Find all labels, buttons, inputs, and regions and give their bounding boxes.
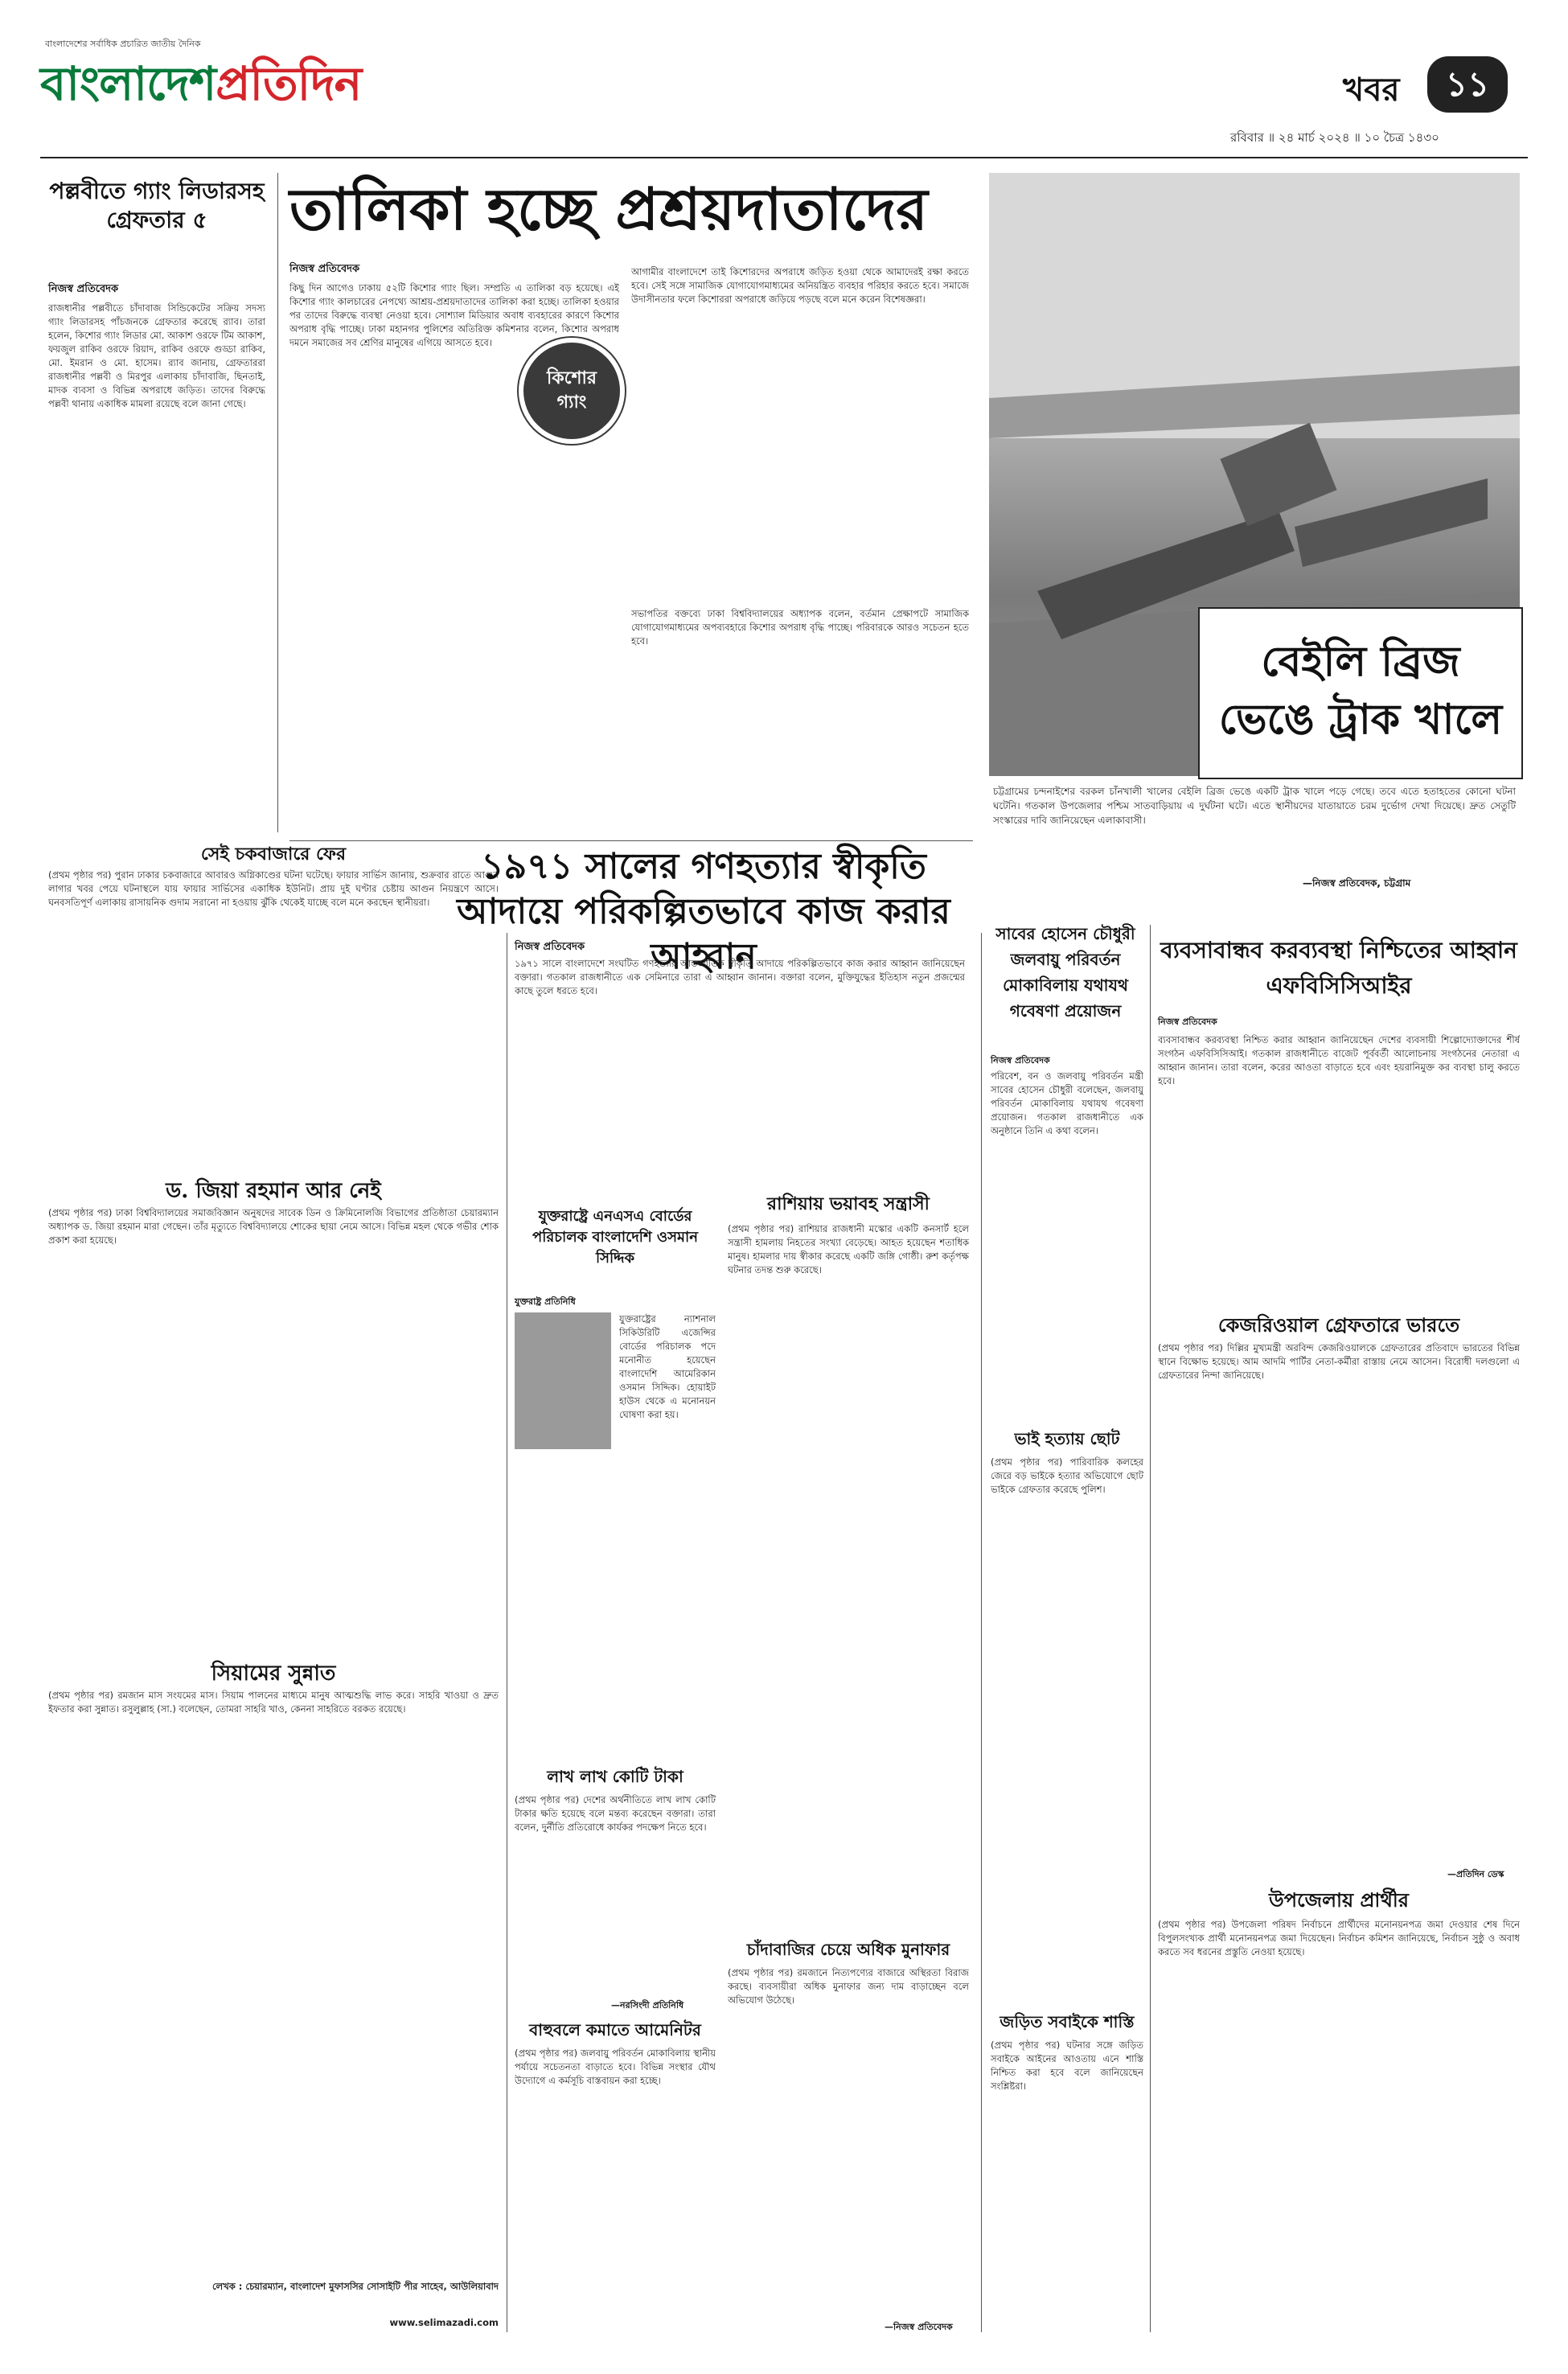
kejriwal-subhead: কেজরিওয়াল গ্রেফতারে ভারতে bbox=[1217, 1313, 1460, 1337]
kishor-gang-body-3: সভাপতির বক্তব্যে ঢাকা বিশ্ববিদ্যালয়ের অধ্যাপক বলেন, বর্তমান প্রেক্ষাপটে সামাজিক যোগাযোগমাধ্যমের অপব্যবহারে কিশোর অপরাধ বৃদ্ধি পাচ্ছে। পরিবারকে আরও সচেতন হতে হবে। bbox=[631, 608, 969, 647]
chawkbazar-subhead: সেই চকবাজারে ফের bbox=[200, 844, 347, 865]
zia-body: (প্রথম পৃষ্ঠার পর) ঢাকা বিশ্ববিদ্যালয়ের সমাজবিজ্ঞান অনুষদের সাবেক ডিন ও ক্রিমিনোলজি বিভাগের প্রতিষ্ঠাতা চেয়ারম্যান অধ্যাপক ড. জিয়া রহমান মারা গেছেন। তাঁর মৃত্যুতে বিশ্ববিদ্যালয়ে শোকের ছায়া নেমে আসে। বিভিন্ন মহল থেকে গভীর শোক প্রকাশ করা হয়েছে। bbox=[48, 1207, 499, 1246]
section-name: খবর bbox=[1343, 71, 1400, 109]
siam-website[interactable]: www.selimazadi.com bbox=[389, 2317, 499, 2328]
bridge-headline-box bbox=[1198, 607, 1523, 779]
gang-leader-headline: পল্লবীতে গ্যাং লিডারসহ গ্রেফতার ৫ bbox=[49, 178, 265, 233]
kejriwal-credit: —প্রতিদিন ডেস্ক bbox=[1447, 1869, 1504, 1879]
gang-leader-body: রাজধানীর পল্লবীতে চাঁদাবাজ সিন্ডিকেটের সক্রিয় সদস্য গ্যাং লিডারসহ পাঁচজনকে গ্রেফতার করেছে র‌্যাব। তারা হলেন, কিশোর গ্যাং লিডার মো. আকাশ ওরফে টিম আকাশ, ফয়জুল রাকিব ওরফে রিয়াদ, রাকিব ওরফে গুড্ডা রাকিব, মো. ইমরান ও মো. হাসেম। র‌্যাব জানায়, গ্রেফতাররা রাজধানীর পল্লবী ও মিরপুর এলাকায় চাঁদাবাজি, ছিনতাই, মাদক ব্যবসা ও বিভিন্ন অপরাধে জড়িত। তাদের বিরুদ্ধে পল্লবী থানায় একাধিক মামলা রয়েছে বলে জানা গেছে। bbox=[48, 302, 265, 409]
lakh-crore-subhead: লাখ লাখ কোটি টাকা bbox=[547, 1767, 683, 1786]
genocide-body: ১৯৭১ সালে বাংলাদেশে সংঘটিত গণহত্যার আন্তর্জাতিক স্বীকৃতি আদায়ে পরিকল্পিতভাবে কাজ করার আহ্বান জানিয়েছেন বক্তারা। গতকাল রাজধানীতে এক সেমিনারে তারা এ আহ্বান জানান। বক্তারা বলেন, মুক্তিযুদ্ধের ইতিহাস নতুন প্রজন্মের কাছে তুলে ধরতে হবে। bbox=[515, 958, 965, 996]
fbcci-body: ব্যবসাবান্ধব করব্যবস্থা নিশ্চিত করার আহ্বান জানিয়েছেন দেশের ব্যবসায়ী শিল্পোদ্যোক্তাদের শীর্ষ সংগঠন এফবিসিসিআই। গতকাল রাজধানীতে বাজেট পূর্ববর্তী আলোচনায় সংগঠনের নেতারা এ আহ্বান জানান। তারা বলেন, করের আওতা বাড়াতে হবে এবং হয়রানিমুক্ত কর ব্যবস্থা চালু করতে হবে। bbox=[1158, 1034, 1520, 1086]
column-divider bbox=[981, 933, 982, 2332]
kishor-gang-headline: তালিকা হচ্ছে প্রশ্রয়দাতাদের bbox=[289, 175, 928, 243]
kishor-gang-badge bbox=[519, 338, 625, 444]
chandabaji-credit: —নিজস্ব প্রতিবেদক bbox=[885, 2322, 953, 2332]
bridge-caption: চট্টগ্রামের চন্দনাইশের বরকল চাঁনখালী খালের বেইলি ব্রিজ ভেঙে একটি ট্রাক খালে পড়ে গেছে। তবে এতে হতাহতের কোনো ঘটনা ঘটেনি। গতকাল উপজেলার পশ্চিম সাতবাড়িয়ায় এ দুর্ঘটনা ঘটে। এতে স্থানীয়দের যাতায়াতে চরম দুর্ভোগ দেখা দিয়েছে। দ্রুত সেতুটি সংস্কারের দাবি জানিয়েছেন এলাকাবাসী। bbox=[993, 786, 1516, 826]
bridge-credit: —নিজস্ব প্রতিবেদক, চট্টগ্রাম bbox=[1303, 877, 1411, 889]
russia-body: (প্রথম পৃষ্ঠার পর) রাশিয়ার রাজধানী মস্কোর একটি কনসার্ট হলে সন্ত্রাসী হামলায় নিহতের সংখ্যা বেড়েছে। আহত হয়েছেন শতাধিক মানুষ। হামলার দায় স্বীকার করেছে একটি জঙ্গি গোষ্ঠী। রুশ কর্তৃপক্ষ ঘটনার তদন্ত শুরু করেছে। bbox=[728, 1223, 969, 1275]
masthead-tagline: বাংলাদেশের সর্বাধিক প্রচারিত জাতীয় দৈনিক bbox=[45, 39, 201, 49]
climate-byline: নিজস্ব প্রতিবেদক bbox=[991, 1055, 1050, 1066]
upazila-subhead: উপজেলায় প্রার্থীর bbox=[1269, 1888, 1409, 1912]
lakh-crore-body: (প্রথম পৃষ্ঠার পর) দেশের অর্থনীতিতে লাখ লাখ কোটি টাকার ক্ষতি হয়েছে বলে মন্তব্য করেছেন বক্তারা। তারা বলেন, দুর্নীতি প্রতিরোধে কার্যকর পদক্ষেপ নিতে হবে। bbox=[515, 1794, 716, 1833]
page-number: ১১ bbox=[1427, 56, 1508, 113]
fbcci-headline: ব্যবসাবান্ধব করব্যবস্থা নিশ্চিতের আহ্বান এফবিসিসিআইর bbox=[1160, 937, 1517, 999]
kishor-gang-body-2: আগামীর বাংলাদেশে তাই কিশোরদের অপরাধে জড়িত হওয়া থেকে আমাদেরই রক্ষা করতে হবে। সেই সঙ্গে সামাজিক যোগাযোগমাধ্যমের অনিয়ন্ত্রিত ব্যবহার পরিহার করতে হবে। সমাজে উদাসীনতার ফলে কিশোররা অপরাধে জড়িয়ে পড়ছে বলে মনে করেন বিশেষজ্ঞরা। bbox=[631, 266, 969, 305]
siam-author: লেখক : চেয়ারম্যান, বাংলাদেশ মুফাসসির সোসাইটি পীর সাহেব, আউলিয়াবাদ bbox=[211, 2281, 499, 2292]
kishor-gang-body-1: কিছু দিন আগেও ঢাকায় ৫২টি কিশোর গ্যাং ছিল। সম্প্রতি এ তালিকা বড় হয়েছে। এই কিশোর গ্যাং কালচারের নেপথ্যে আশ্রয়-প্রশ্রয়দাতাদের তালিকা করা হচ্ছে। তালিকা হওয়ার পর তাদের বিরুদ্ধে ব্যবস্থা নেওয়া হবে। সোশ্যাল মিডিয়ার অবাধ ব্যবহারের কারণে কিশোর অপরাধ বৃদ্ধি পাচ্ছে। ঢাকা মহানগর পুলিশের অতিরিক্ত কমিশনার বলেন, কিশোর অপরাধ দমনে সমাজের সব শ্রেণির মানুষের এগিয়ে আসতে হবে। bbox=[289, 282, 619, 348]
gang-leader-byline: নিজস্ব প্রতিবেদক bbox=[48, 283, 119, 295]
jorito-subhead: জড়িত সবাইকে শাস্তি bbox=[999, 2012, 1135, 2031]
logo-name-red: প্রতিদিন bbox=[215, 56, 362, 111]
climate-body: পরিবেশ, বন ও জলবায়ু পরিবর্তন মন্ত্রী সাবের হোসেন চৌধুরী বলেছেন, জলবায়ু পরিবর্তন মোকাবিলায় যথাযথ গবেষণা প্রয়োজন। গতকাল রাজধানীতে এক অনুষ্ঠানে তিনি এ কথা বলেন। bbox=[991, 1070, 1143, 1136]
bahurup-subhead: বাহুবলে কমাতে আমেনিটর bbox=[529, 2020, 701, 2039]
genocide-headline: ১৯৭১ সালের গণহত্যার স্বীকৃতি আদায়ে পরিকল্পিতভাবে কাজ করার আহ্বান bbox=[457, 846, 950, 977]
kishor-gang-badge-text: কিশোর গ্যাং bbox=[546, 368, 597, 413]
upazila-body: (প্রথম পৃষ্ঠার পর) উপজেলা পরিষদ নির্বাচনে প্রার্থীদের মনোনয়নপত্র জমা দেওয়ার শেষ দিনে বিপুলসংখ্যক প্রার্থী মনোনয়নপত্র জমা দিয়েছেন। নির্বাচন কমিশন জানিয়েছে, নির্বাচন সুষ্ঠু ও অবাধ করতে সব ধরনের প্রস্তুতি নেওয়া হয়েছে। bbox=[1158, 1919, 1520, 1957]
genocide-byline: নিজস্ব প্রতিবেদক bbox=[515, 941, 585, 953]
osman-byline: যুক্তরাষ্ট্র প্রতিনিধি bbox=[515, 1296, 576, 1307]
climate-headline: সাবের হোসেন চৌধুরী জলবায়ু পরিবর্তন মোকাবিলায় যথাযথ গবেষণা প্রয়োজন bbox=[995, 924, 1135, 1021]
column-divider bbox=[277, 173, 278, 832]
masthead-logo[interactable] bbox=[40, 48, 361, 126]
bhai-hatya-subhead: ভাই হত্যায় ছোট bbox=[1014, 1429, 1120, 1448]
chawkbazar-body: (প্রথম পৃষ্ঠার পর) পুরান ঢাকার চকবাজারে আবারও অগ্নিকাণ্ডের ঘটনা ঘটেছে। ফায়ার সার্ভিস জানায়, শুক্রবার রাতে আগুন লাগার খবর পেয়ে ঘটনাস্থলে যায় ফায়ার সার্ভিসের একাধিক ইউনিট। প্রায় দুই ঘণ্টার চেষ্টায় আগুন নিয়ন্ত্রণে আসে। ঘনবসতিপূর্ণ এলাকায় রাসায়নিক গুদাম সরানো না হওয়ায় ঝুঁকি থেকেই যাচ্ছে বলে মনে করছেন স্থানীয়রা। bbox=[48, 869, 499, 908]
fbcci-byline: নিজস্ব প্রতিবেদক bbox=[1158, 1017, 1217, 1027]
osman-body: যুক্তরাষ্ট্রের ন্যাশনাল সিকিউরিটি এজেন্সির বোর্ডের পরিচালক পদে মনোনীত হয়েছেন বাংলাদেশি আমেরিকান ওসমান সিদ্দিক। হোয়াইট হাউস থেকে এ মনোনয়ন ঘোষণা করা হয়। bbox=[619, 1313, 716, 1420]
russia-subhead: রাশিয়ায় ভয়াবহ সন্ত্রাসী bbox=[767, 1193, 930, 1214]
siam-body: (প্রথম পৃষ্ঠার পর) রমজান মাস সংযমের মাস। সিয়াম পালনের মাধ্যমে মানুষ আত্মশুদ্ধি লাভ করে। সাহরি খাওয়া ও দ্রুত ইফতার করা সুন্নাত। রসুলুল্লাহ (সা.) বলেছেন, তোমরা সাহরি খাও, কেননা সাহরিতে বরকত রয়েছে। bbox=[48, 1690, 499, 1715]
zia-subhead: ড. জিয়া রহমান আর নেই bbox=[166, 1179, 381, 1203]
osman-photo bbox=[515, 1312, 611, 1449]
kishor-gang-byline: নিজস্ব প্রতিবেদক bbox=[289, 263, 360, 275]
jorito-body: (প্রথম পৃষ্ঠার পর) ঘটনার সঙ্গে জড়িত সবাইকে আইনের আওতায় এনে শাস্তি নিশ্চিত করা হবে বলে জানিয়েছেন সংশ্লিষ্টরা। bbox=[991, 2039, 1143, 2092]
bhai-hatya-body: (প্রথম পৃষ্ঠার পর) পারিবারিক কলহের জেরে বড় ভাইকে হত্যার অভিযোগে ছোট ভাইকে গ্রেফতার করেছে পুলিশ। bbox=[991, 1456, 1143, 1495]
osman-subhead: যুক্তরাষ্ট্রে এনএসএ বোর্ডের পরিচালক বাংলাদেশি ওসমান সিদ্দিক bbox=[532, 1208, 698, 1267]
bridge-headline: বেইলি ব্রিজ ভেঙে ট্রাক খালে bbox=[1218, 637, 1503, 744]
masthead-rule bbox=[40, 157, 1528, 158]
column-divider bbox=[1150, 925, 1151, 2332]
logo-name-green: বাংলাদেশ bbox=[40, 56, 216, 111]
dateline: রবিবার ॥ ২৪ মার্চ ২০২৪ ॥ ১০ চৈত্র ১৪৩০ bbox=[1230, 130, 1439, 145]
masthead bbox=[40, 32, 1528, 153]
bahurup-body: (প্রথম পৃষ্ঠার পর) জলবায়ু পরিবর্তন মোকাবিলায় স্থানীয় পর্যায়ে সচেতনতা বাড়াতে হবে। বিভিন্ন সংস্থার যৌথ উদ্যোগে এ কর্মসূচি বাস্তবায়ন করা হচ্ছে। bbox=[515, 2047, 716, 2086]
chandabaji-body: (প্রথম পৃষ্ঠার পর) রমজানে নিত্যপণ্যের বাজারে অস্থিরতা বিরাজ করছে। ব্যবসায়ীরা অধিক মুনাফার জন্য দাম বাড়াচ্ছেন বলে অভিযোগ উঠেছে। bbox=[728, 1967, 969, 2006]
siam-subhead: সিয়ামের সুন্নাত bbox=[211, 1661, 336, 1686]
kejriwal-body: (প্রথম পৃষ্ঠার পর) দিল্লির মুখ্যমন্ত্রী অরবিন্দ কেজরিওয়ালকে গ্রেফতারের প্রতিবাদে ভারতের বিভিন্ন স্থানে বিক্ষোভ হয়েছে। আম আদমি পার্টির নেতা-কর্মীরা রাস্তায় নেমে আসেন। বিরোধী দলগুলো এ গ্রেফতারের নিন্দা জানিয়েছে। bbox=[1158, 1342, 1520, 1381]
chandabaji-subhead: চাঁদাবাজির চেয়ে অধিক মুনাফার bbox=[746, 1940, 950, 1959]
lakh-crore-credit: —নরসিংদী প্রতিনিধি bbox=[611, 2000, 684, 2011]
